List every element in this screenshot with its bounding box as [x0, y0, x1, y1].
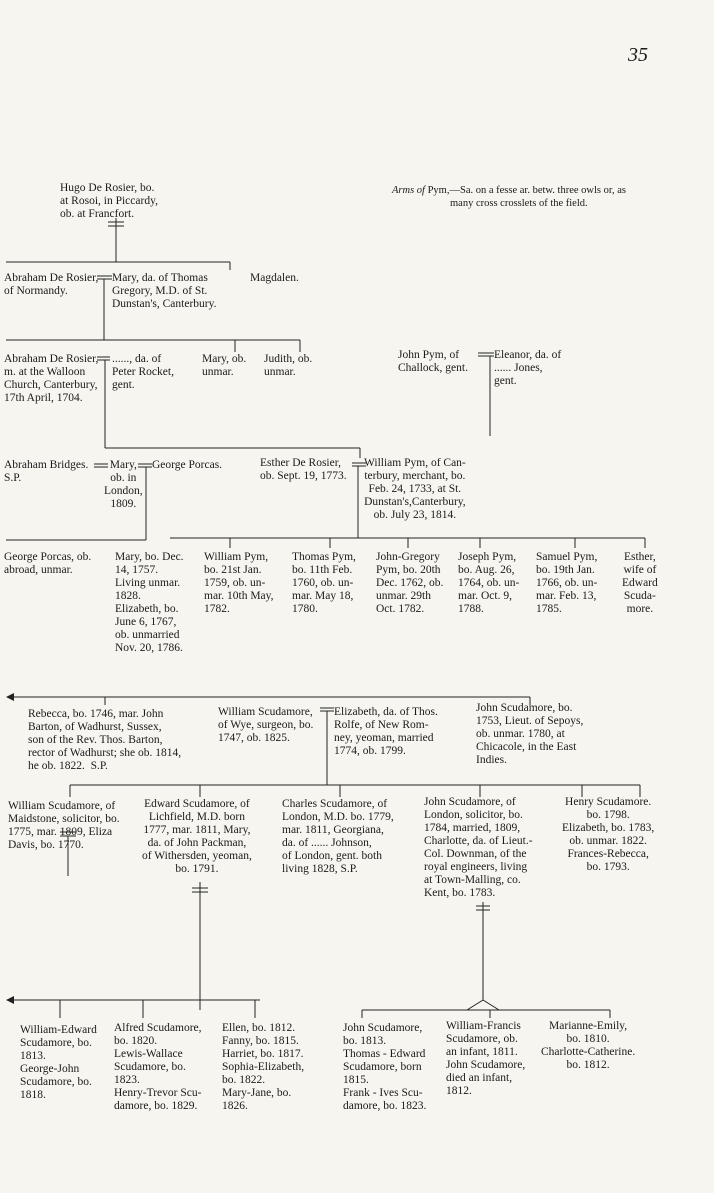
edward-scudamore-lichfield: Edward Scudamore, of Lichfield, M.D. born 1777, mar. 1811, Mary, da. of John Packman, of Withersden, yeoman, bo. 1791. — [142, 798, 252, 875]
mary-elizabeth-pym: Mary, bo. Dec. 14, 1757. Living unmar. 1828. Elizabeth, bo. June 6, 1767, ob. unmarried Nov. 20, 1786. — [115, 551, 184, 654]
henry-scudamore: Henry Scudamore. bo. 1798. Elizabeth, bo. 1783, ob. unmar. 1822. Frances-Rebecca, bo. 1793. — [562, 796, 655, 873]
mary-london: Mary, ob. in London, 1809. — [104, 459, 143, 510]
john-gregory-pym: John-Gregory Pym, bo. 20th Dec. 1762, ob. unmar. 29th Oct. 1782. — [376, 551, 444, 615]
magdalen: Magdalen. — [250, 272, 299, 284]
william-edward-scudamore: William-Edward Scudamore, bo. 1813. George-John Scudamore, bo. 1818. — [20, 1024, 97, 1101]
hugo-de-rosier: Hugo De Rosier, bo. at Rosoi, in Piccardy, ob. at Francfort. — [60, 182, 158, 220]
peter-rocket-daughter: ......, da. of Peter Rocket, gent. — [112, 353, 174, 391]
william-pym-merchant: William Pym, of Can- terbury, merchant, bo. Feb. 24, 1733, at St. Dunstan's,Canterbury, ob. July 23, 1814. — [364, 457, 466, 521]
judith: Judith, ob. unmar. — [264, 353, 313, 378]
alfred-scudamore: Alfred Scudamore, bo. 1820. Lewis-Wallace Scudamore, bo. 1823. Henry-Trevor Scu- damore, bo. 1829. — [114, 1022, 202, 1112]
samuel-pym: Samuel Pym, bo. 19th Jan. 1766, ob. un- mar. Feb. 13, 1785. — [536, 551, 598, 615]
arms-text-line2: many cross crosslets of the field. — [450, 198, 588, 209]
william-francis-scudamore: William-Francis Scudamore, ob. an infant, 1811. John Scudamore, died an infant, 1812. — [446, 1020, 526, 1097]
john-pym-challock: John Pym, of Challock, gent. — [398, 349, 468, 374]
thomas-pym: Thomas Pym, bo. 11th Feb. 1760, ob. un- mar. May 18, 1780. — [292, 551, 356, 615]
eleanor-jones: Eleanor, da. of ...... Jones, gent. — [494, 349, 562, 387]
page-number: 35 — [628, 44, 648, 66]
joseph-pym: Joseph Pym, bo. Aug. 26, 1764, ob. un- mar. Oct. 9, 1788. — [458, 551, 520, 615]
abraham-bridges: Abraham Bridges. S.P. — [4, 459, 89, 484]
marianne-emily-scudamore: Marianne-Emily, bo. 1810. Charlotte-Catherine. bo. 1812. — [541, 1020, 636, 1071]
john-scudamore-london: John Scudamore, of London, solicitor, bo. 1784, married, 1809, Charlotte, da. of Lieut.- Col. Downman, of the royal engineers, living at Town-Malling, co. Kent, bo. 1783. — [424, 796, 533, 899]
william-scudamore-wye: William Scudamore, of Wye, surgeon, bo. 1747, ob. 1825. — [218, 706, 314, 744]
mary-gregory: Mary, da. of Thomas Gregory, M.D. of St. Dunstan's, Canterbury. — [112, 272, 217, 310]
ellen-scudamore: Ellen, bo. 1812. Fanny, bo. 1815. Harriet, bo. 1817. Sophia-Elizabeth, bo. 1822. Mary-Jane, bo. 1826. — [222, 1022, 305, 1112]
william-pym-jr: William Pym, bo. 21st Jan. 1759, ob. un- mar. 10th May, 1782. — [204, 551, 274, 615]
john-scudamore-sepoys: John Scudamore, bo. 1753, Lieut. of Sepoys, ob. unmar. 1780, at Chicacole, in the East Indies. — [476, 702, 584, 766]
arms-text-line1: Pym,—Sa. on a fesse ar. betw. three owls or, as — [424, 185, 626, 196]
john-scudamore-1813: John Scudamore, bo. 1813. Thomas - Edward Scudamore, born 1815. Frank - Ives Scu- damore, bo. 1823. — [343, 1022, 427, 1112]
esther-pym: Esther, wife of Edward Scuda- more. — [622, 551, 658, 615]
william-scudamore-maidstone: William Scudamore, of Maidstone, solicitor, bo. 1775, mar. 1809, Eliza Davis, bo. 1770. — [8, 800, 120, 851]
abraham-de-rosier-normandy: Abraham De Rosier, of Normandy. — [4, 272, 99, 297]
abraham-de-rosier-walloon: Abraham De Rosier, m. at the Walloon Church, Canterbury, 17th April, 1704. — [4, 353, 99, 404]
mary-unmarried: Mary, ob. unmar. — [202, 353, 247, 378]
george-porcas: George Porcas. — [152, 459, 223, 471]
esther-de-rosier: Esther De Rosier, ob. Sept. 19, 1773. — [260, 457, 347, 482]
arms-label: Arms of — [392, 185, 425, 196]
rebecca-barton: Rebecca, bo. 1746, mar. John Barton, of Wadhurst, Sussex, son of the Rev. Thos. Barton, rector of Wadhurst; she ob. 1814, he ob. 1822. S.P. — [28, 708, 182, 772]
elizabeth-rolfe: Elizabeth, da. of Thos. Rolfe, of New Rom- ney, yeoman, married 1774, ob. 1799. — [334, 706, 438, 757]
charles-scudamore: Charles Scudamore, of London, M.D. bo. 1779, mar. 1811, Georgiana, da. of ...... Johnson, of London, gent. both living 1828, S.P. — [282, 798, 394, 875]
george-porcas-jr: George Porcas, ob. abroad, unmar. — [4, 551, 92, 576]
